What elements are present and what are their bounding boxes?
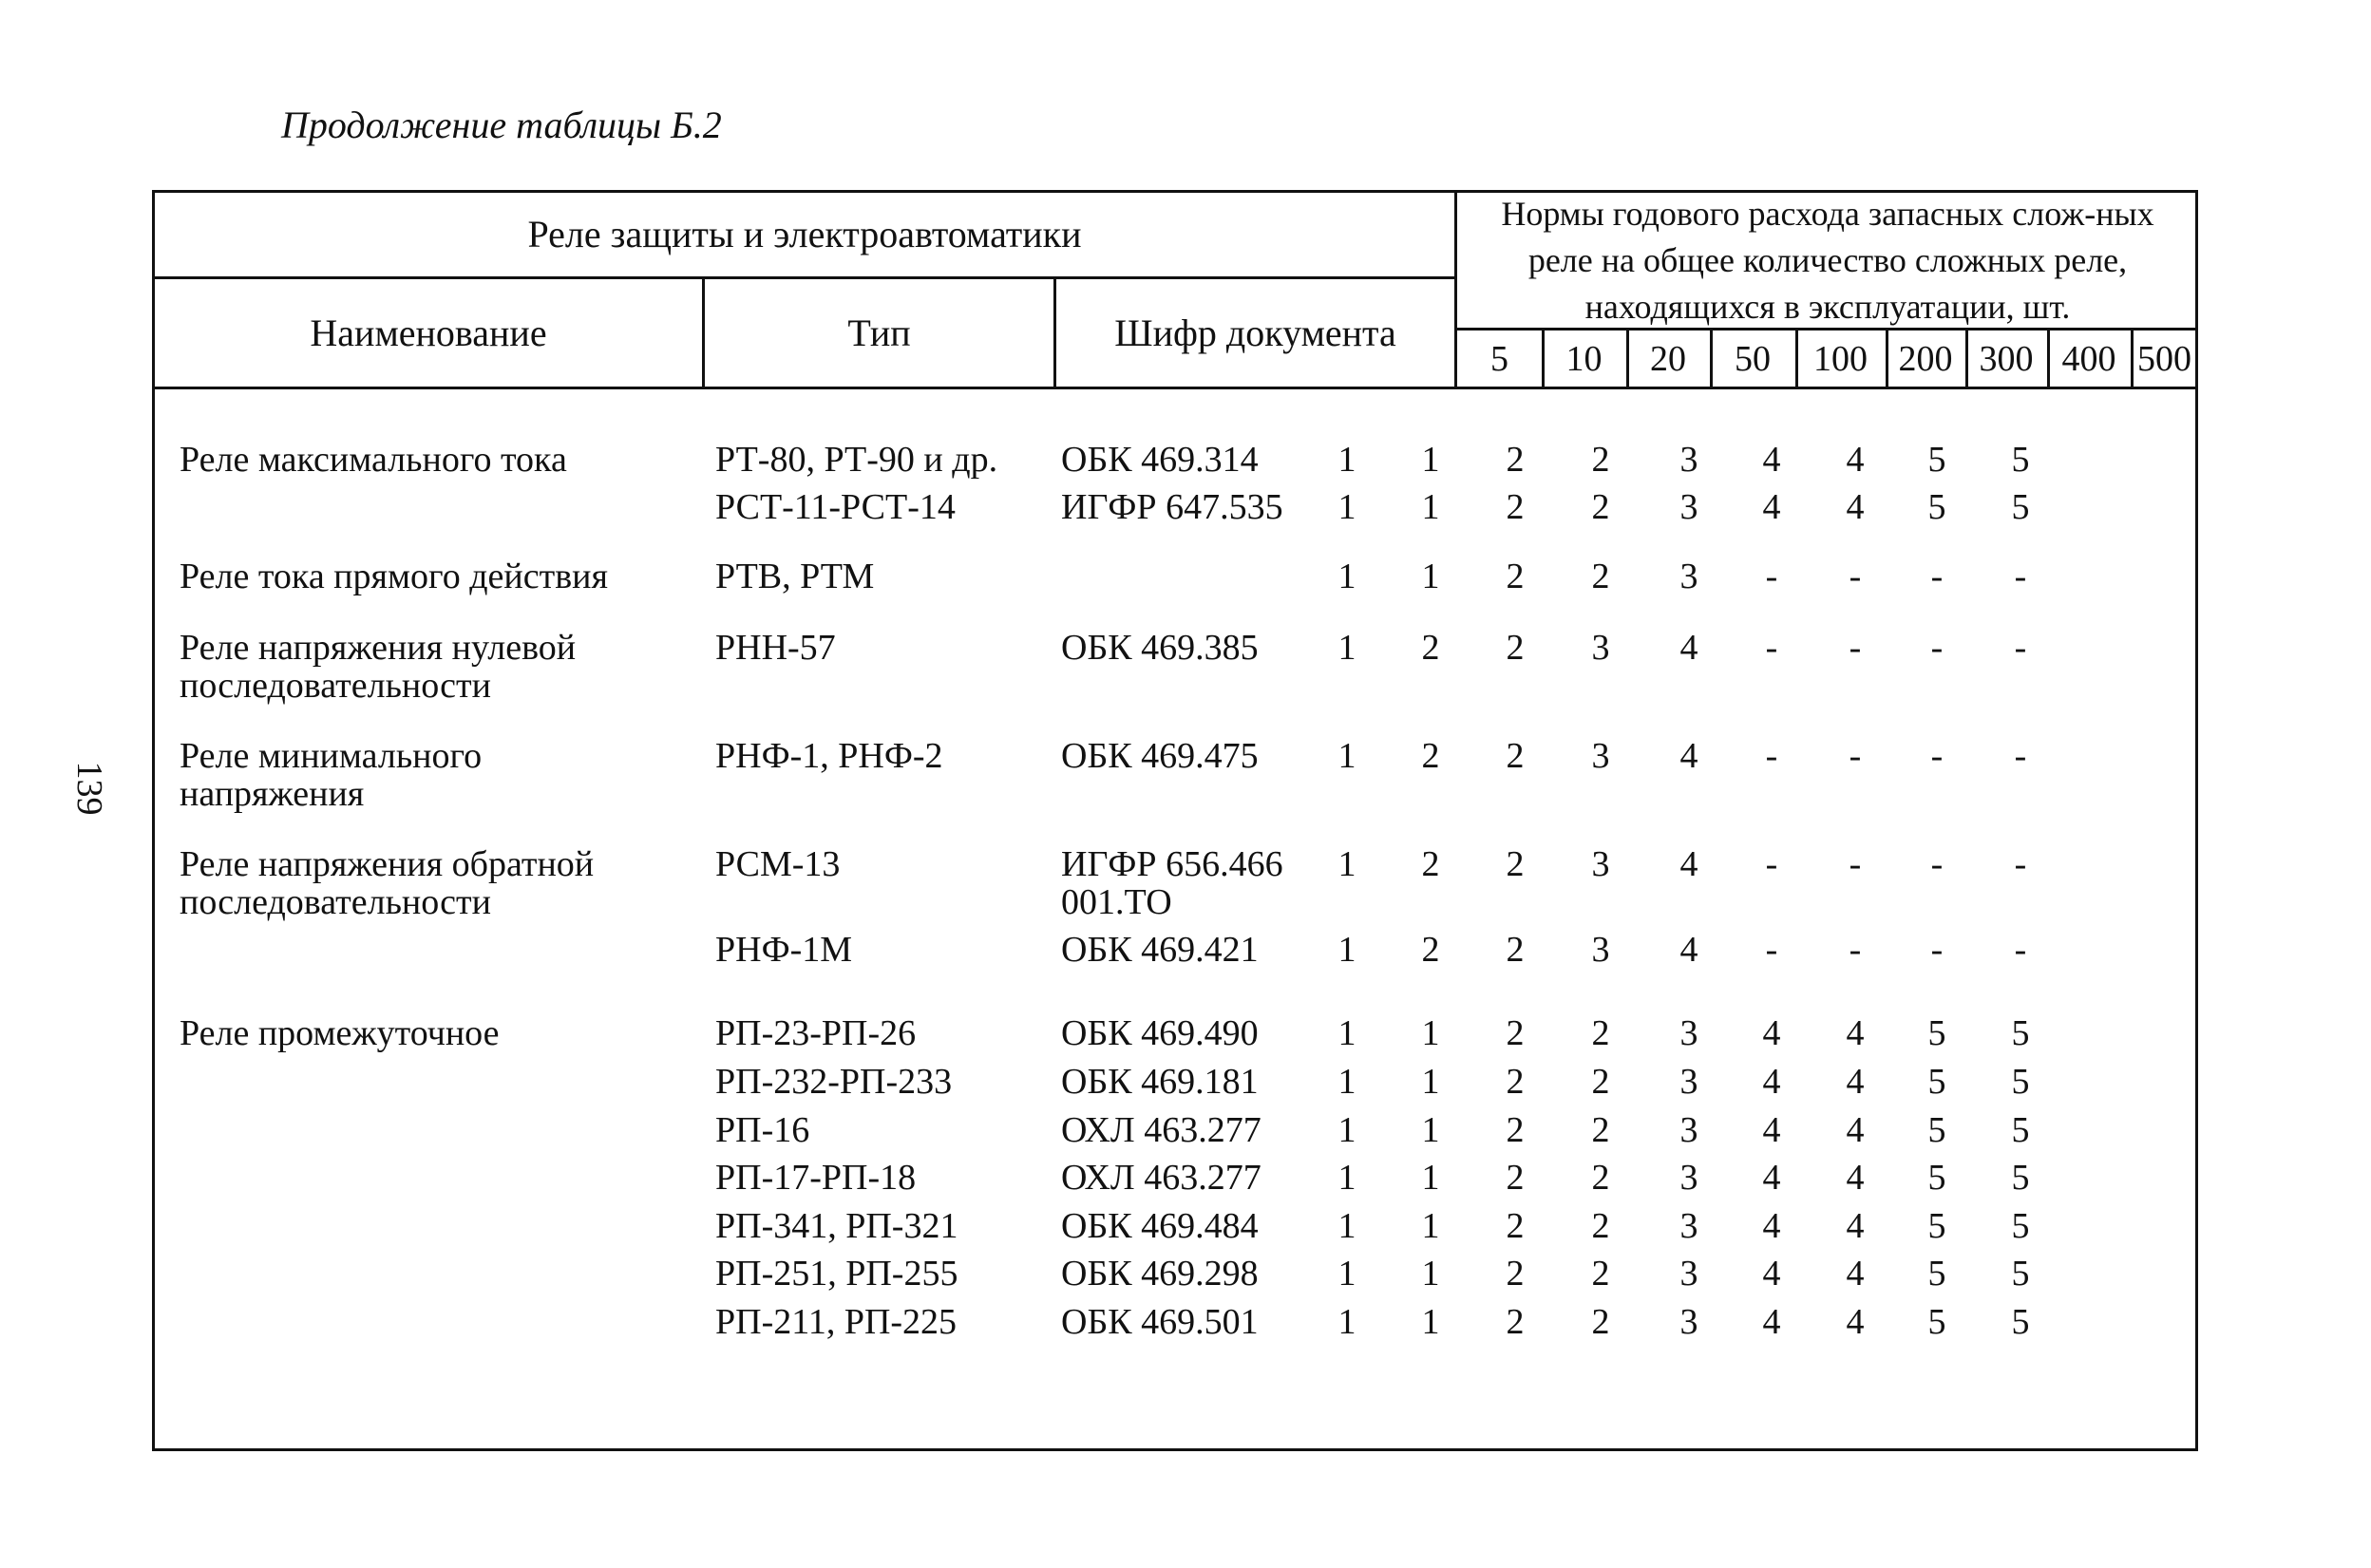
relay-type: РП-16 bbox=[715, 1110, 810, 1150]
relay-name: Реле напряжения обратной bbox=[180, 844, 595, 884]
relay-name: последовательности bbox=[180, 666, 491, 706]
norm-value-50: 3 bbox=[1591, 930, 1610, 970]
norm-value-10: 1 bbox=[1421, 1302, 1440, 1342]
norm-value-5: 1 bbox=[1337, 930, 1356, 970]
norm-value-20: 2 bbox=[1506, 487, 1525, 527]
norm-value-20: 2 bbox=[1506, 1254, 1525, 1294]
norm-value-100: 4 bbox=[1679, 930, 1698, 970]
norm-value-100: 3 bbox=[1679, 440, 1698, 480]
norm-value-200: 4 bbox=[1762, 1206, 1781, 1246]
norm-value-10: 1 bbox=[1421, 1206, 1440, 1246]
quantity-divider bbox=[1886, 328, 1888, 387]
norm-value-500: - bbox=[2014, 736, 2027, 776]
relay-type: РНН-57 bbox=[715, 628, 836, 668]
norm-value-20: 2 bbox=[1506, 1302, 1525, 1342]
norm-value-400: 5 bbox=[1927, 487, 1946, 527]
norm-value-20: 2 bbox=[1506, 1062, 1525, 1102]
col-doc-header: Шифр документа bbox=[1114, 311, 1396, 354]
norm-value-100: 3 bbox=[1679, 487, 1698, 527]
norm-value-400: 5 bbox=[1927, 1158, 1946, 1198]
norm-value-50: 2 bbox=[1591, 557, 1610, 596]
norm-value-50: 2 bbox=[1591, 1254, 1610, 1294]
norm-value-500: 5 bbox=[2011, 1062, 2030, 1102]
norm-value-50: 3 bbox=[1591, 844, 1610, 884]
norm-value-300: 4 bbox=[1846, 440, 1865, 480]
norm-value-50: 2 bbox=[1591, 1062, 1610, 1102]
relay-name: Реле тока прямого действия bbox=[180, 557, 608, 596]
norm-value-10: 1 bbox=[1421, 487, 1440, 527]
norm-value-5: 1 bbox=[1337, 1254, 1356, 1294]
norm-value-300: 4 bbox=[1846, 1302, 1865, 1342]
relay-type: РНФ-1М bbox=[715, 930, 853, 970]
norm-value-300: 4 bbox=[1846, 1158, 1865, 1198]
norm-value-50: 2 bbox=[1591, 1110, 1610, 1150]
norm-value-5: 1 bbox=[1337, 1302, 1356, 1342]
norm-value-100: 3 bbox=[1679, 1062, 1698, 1102]
norm-value-100: 4 bbox=[1679, 844, 1698, 884]
quantity-header-500: 500 bbox=[2137, 338, 2191, 379]
relay-type: РСТ-11-РСТ-14 bbox=[715, 487, 956, 527]
relay-type: РП-211, РП-225 bbox=[715, 1302, 958, 1342]
norm-value-100: 3 bbox=[1679, 1110, 1698, 1150]
relay-type: РТ-80, РТ-90 и др. bbox=[715, 440, 998, 480]
norm-value-10: 2 bbox=[1421, 930, 1440, 970]
norm-value-100: 3 bbox=[1679, 1013, 1698, 1053]
table-caption: Продолжение таблицы Б.2 bbox=[281, 104, 722, 146]
norm-value-400: - bbox=[1930, 844, 1944, 884]
norm-value-20: 2 bbox=[1506, 930, 1525, 970]
norm-value-100: 3 bbox=[1679, 1206, 1698, 1246]
norm-value-50: 2 bbox=[1591, 1206, 1610, 1246]
norm-value-400: - bbox=[1930, 557, 1944, 596]
norm-value-50: 3 bbox=[1591, 736, 1610, 776]
relay-type: РП-251, РП-255 bbox=[715, 1254, 958, 1294]
norm-value-200: 4 bbox=[1762, 440, 1781, 480]
norm-value-50: 2 bbox=[1591, 1302, 1610, 1342]
document-code: ОБК 469.484 bbox=[1061, 1206, 1259, 1246]
relay-name: Реле промежуточное bbox=[180, 1013, 500, 1053]
norm-value-500: 5 bbox=[2011, 1110, 2030, 1150]
norm-value-20: 2 bbox=[1506, 628, 1525, 668]
norm-value-300: - bbox=[1849, 557, 1862, 596]
norm-value-200: 4 bbox=[1762, 1254, 1781, 1294]
norm-value-300: - bbox=[1849, 844, 1862, 884]
norm-value-100: 3 bbox=[1679, 1302, 1698, 1342]
norm-value-500: 5 bbox=[2011, 1206, 2030, 1246]
document-code: ОБК 469.385 bbox=[1061, 628, 1259, 668]
norm-value-500: - bbox=[2014, 930, 2027, 970]
norm-value-400: 5 bbox=[1927, 1110, 1946, 1150]
relay-type: РП-23-РП-26 bbox=[715, 1013, 917, 1053]
norm-value-20: 2 bbox=[1506, 1206, 1525, 1246]
norm-value-5: 1 bbox=[1337, 628, 1356, 668]
document-code: ОХЛ 463.277 bbox=[1061, 1158, 1261, 1198]
norm-value-20: 2 bbox=[1506, 844, 1525, 884]
relay-type: РП-17-РП-18 bbox=[715, 1158, 917, 1198]
col-type-header: Тип bbox=[847, 311, 911, 354]
norm-value-10: 1 bbox=[1421, 440, 1440, 480]
norm-value-200: 4 bbox=[1762, 1158, 1781, 1198]
norm-value-400: 5 bbox=[1927, 440, 1946, 480]
norm-value-20: 2 bbox=[1506, 1110, 1525, 1150]
quantity-divider bbox=[1965, 328, 1968, 387]
norm-value-400: - bbox=[1930, 930, 1944, 970]
norm-value-300: 4 bbox=[1846, 1013, 1865, 1053]
norm-value-5: 1 bbox=[1337, 844, 1356, 884]
norm-value-300: 4 bbox=[1846, 1206, 1865, 1246]
norm-value-500: - bbox=[2014, 844, 2027, 884]
document-code: ОБК 469.314 bbox=[1061, 440, 1259, 480]
norm-value-500: - bbox=[2014, 557, 2027, 596]
relay-name: напряжения bbox=[180, 774, 365, 814]
norm-value-10: 1 bbox=[1421, 1158, 1440, 1198]
norm-value-500: 5 bbox=[2011, 1302, 2030, 1342]
norm-value-400: 5 bbox=[1927, 1302, 1946, 1342]
norm-value-500: 5 bbox=[2011, 440, 2030, 480]
norm-value-50: 2 bbox=[1591, 1158, 1610, 1198]
norm-value-200: - bbox=[1765, 557, 1778, 596]
norm-value-10: 1 bbox=[1421, 1110, 1440, 1150]
relay-type: РНФ-1, РНФ-2 bbox=[715, 736, 943, 776]
norm-value-50: 2 bbox=[1591, 487, 1610, 527]
norm-value-200: 4 bbox=[1762, 487, 1781, 527]
quantity-header-300: 300 bbox=[1979, 338, 2034, 379]
norm-value-200: - bbox=[1765, 736, 1778, 776]
norms-header: Нормы годового расхода запасных слож-ных реле на общее количество сложных реле, находящихся в эксплуатации, шт. bbox=[1501, 194, 2154, 326]
norm-value-200: 4 bbox=[1762, 1302, 1781, 1342]
norm-value-5: 1 bbox=[1337, 1110, 1356, 1150]
relay-name: последовательности bbox=[180, 882, 491, 922]
norm-value-200: - bbox=[1765, 628, 1778, 668]
document-code: ОБК 469.501 bbox=[1061, 1302, 1259, 1342]
norm-value-10: 1 bbox=[1421, 1254, 1440, 1294]
norm-value-20: 2 bbox=[1506, 1013, 1525, 1053]
norm-value-20: 2 bbox=[1506, 736, 1525, 776]
norm-value-400: - bbox=[1930, 736, 1944, 776]
col-name-header: Наименование bbox=[310, 311, 547, 354]
norm-value-400: - bbox=[1930, 628, 1944, 668]
norm-value-10: 1 bbox=[1421, 557, 1440, 596]
relay-type: РП-341, РП-321 bbox=[715, 1206, 958, 1246]
norm-value-400: 5 bbox=[1927, 1254, 1946, 1294]
document-code: ОБК 469.298 bbox=[1061, 1254, 1259, 1294]
relay-type: РТВ, РТМ bbox=[715, 557, 875, 596]
norm-value-200: 4 bbox=[1762, 1062, 1781, 1102]
quantity-divider bbox=[1795, 328, 1798, 387]
norm-value-100: 3 bbox=[1679, 1254, 1698, 1294]
norm-value-5: 1 bbox=[1337, 1062, 1356, 1102]
norm-value-200: 4 bbox=[1762, 1110, 1781, 1150]
quantity-divider bbox=[1542, 328, 1545, 387]
norm-value-300: - bbox=[1849, 930, 1862, 970]
norm-value-500: 5 bbox=[2011, 1254, 2030, 1294]
norm-value-20: 2 bbox=[1506, 557, 1525, 596]
quantity-divider bbox=[1626, 328, 1629, 387]
norm-value-50: 2 bbox=[1591, 440, 1610, 480]
relay-type: РСМ-13 bbox=[715, 844, 841, 884]
quantity-divider bbox=[2131, 328, 2134, 387]
norm-value-10: 2 bbox=[1421, 844, 1440, 884]
norm-value-100: 4 bbox=[1679, 736, 1698, 776]
relay-name: Реле максимального тока bbox=[180, 440, 567, 480]
norm-value-20: 2 bbox=[1506, 1158, 1525, 1198]
norm-value-500: 5 bbox=[2011, 487, 2030, 527]
quantity-header-5: 5 bbox=[1490, 338, 1508, 379]
norm-value-300: - bbox=[1849, 628, 1862, 668]
document-code: ИГФР 656.466 bbox=[1061, 844, 1283, 884]
document-code: ОБК 469.490 bbox=[1061, 1013, 1259, 1053]
norm-value-300: - bbox=[1849, 736, 1862, 776]
norm-value-500: 5 bbox=[2011, 1158, 2030, 1198]
quantity-divider bbox=[1710, 328, 1713, 387]
relay-type: РП-232-РП-233 bbox=[715, 1062, 953, 1102]
document-code: 001.ТО bbox=[1061, 882, 1172, 922]
norm-value-5: 1 bbox=[1337, 440, 1356, 480]
norm-value-400: 5 bbox=[1927, 1206, 1946, 1246]
norm-value-5: 1 bbox=[1337, 557, 1356, 596]
quantity-header-200: 200 bbox=[1898, 338, 1953, 379]
norm-value-300: 4 bbox=[1846, 487, 1865, 527]
norm-value-200: - bbox=[1765, 844, 1778, 884]
document-code: ОБК 469.421 bbox=[1061, 930, 1259, 970]
relay-name: Реле напряжения нулевой bbox=[180, 628, 577, 668]
norm-value-400: 5 bbox=[1927, 1013, 1946, 1053]
quantity-header-100: 100 bbox=[1813, 338, 1868, 379]
norm-value-5: 1 bbox=[1337, 487, 1356, 527]
page-number: 139 bbox=[69, 761, 109, 816]
norm-value-200: - bbox=[1765, 930, 1778, 970]
norm-value-5: 1 bbox=[1337, 1206, 1356, 1246]
quantity-header-400: 400 bbox=[2061, 338, 2116, 379]
norm-value-50: 3 bbox=[1591, 628, 1610, 668]
norm-value-10: 2 bbox=[1421, 736, 1440, 776]
relay-name: Реле минимального bbox=[180, 736, 483, 776]
document-code: ОХЛ 463.277 bbox=[1061, 1110, 1261, 1150]
norm-value-100: 3 bbox=[1679, 557, 1698, 596]
norm-value-500: - bbox=[2014, 628, 2027, 668]
quantity-header-50: 50 bbox=[1735, 338, 1771, 379]
norm-value-10: 1 bbox=[1421, 1013, 1440, 1053]
norm-value-5: 1 bbox=[1337, 1158, 1356, 1198]
document-code: ОБК 469.181 bbox=[1061, 1062, 1259, 1102]
norm-value-100: 4 bbox=[1679, 628, 1698, 668]
document-code: ОБК 469.475 bbox=[1061, 736, 1259, 776]
norm-value-50: 2 bbox=[1591, 1013, 1610, 1053]
document-code: ИГФР 647.535 bbox=[1061, 487, 1283, 527]
quantity-header-20: 20 bbox=[1650, 338, 1686, 379]
norm-value-500: 5 bbox=[2011, 1013, 2030, 1053]
norm-value-300: 4 bbox=[1846, 1062, 1865, 1102]
norm-value-200: 4 bbox=[1762, 1013, 1781, 1053]
relay-table bbox=[152, 190, 2198, 1451]
group-title: Реле защиты и электроавтоматики bbox=[527, 213, 1082, 255]
quantity-header-10: 10 bbox=[1565, 338, 1603, 379]
norm-value-10: 1 bbox=[1421, 1062, 1440, 1102]
norm-value-100: 3 bbox=[1679, 1158, 1698, 1198]
norm-value-5: 1 bbox=[1337, 736, 1356, 776]
norm-value-5: 1 bbox=[1337, 1013, 1356, 1053]
norm-value-300: 4 bbox=[1846, 1110, 1865, 1150]
norm-value-20: 2 bbox=[1506, 440, 1525, 480]
norm-value-400: 5 bbox=[1927, 1062, 1946, 1102]
quantity-divider bbox=[2047, 328, 2050, 387]
norm-value-300: 4 bbox=[1846, 1254, 1865, 1294]
norm-value-10: 2 bbox=[1421, 628, 1440, 668]
header-bottom-line bbox=[155, 387, 2198, 389]
